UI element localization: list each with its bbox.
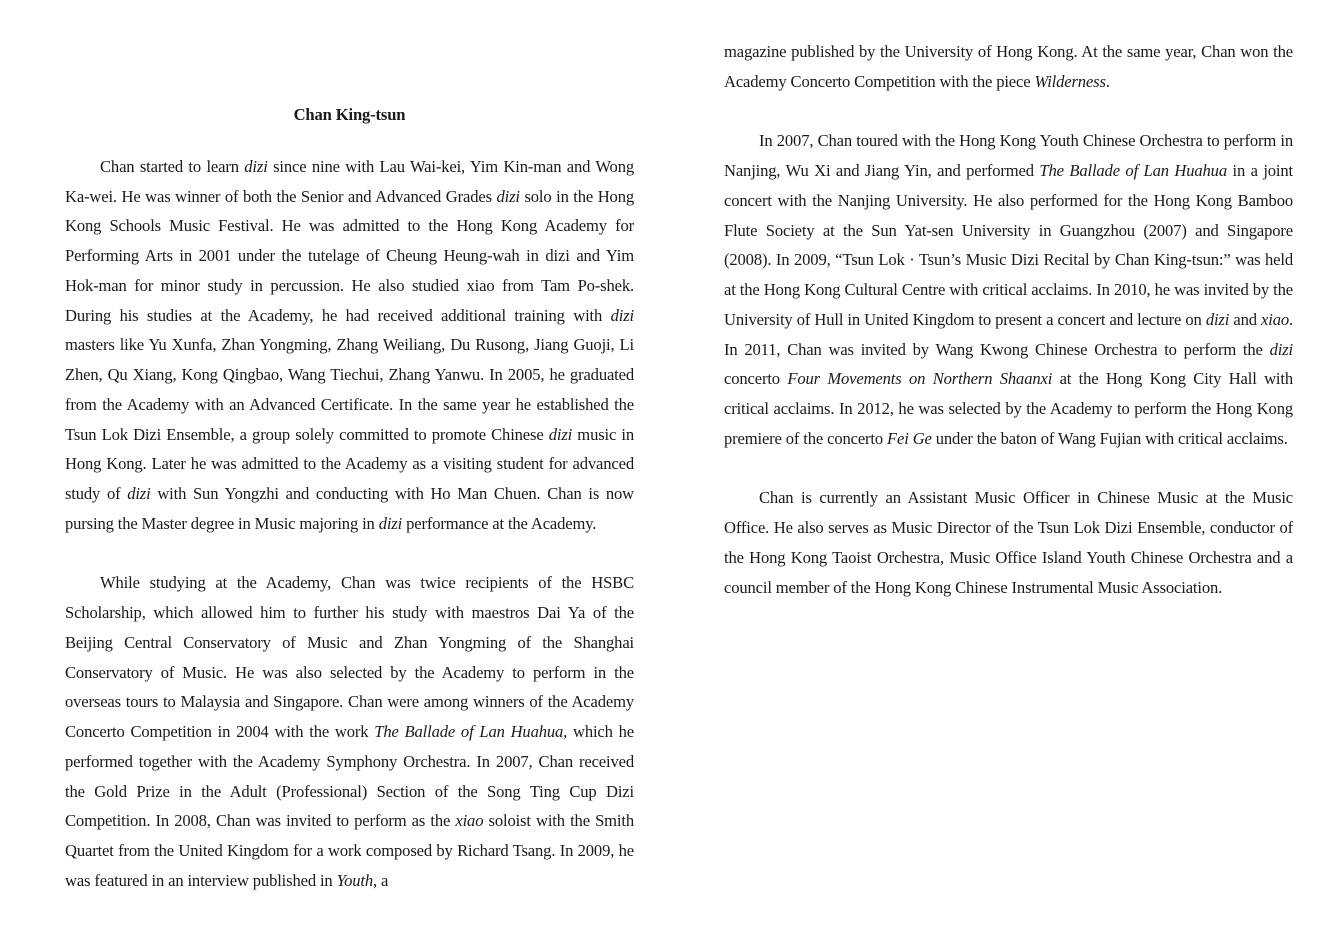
text-run: under the baton of Wang Fujian with critical acclaims. — [931, 428, 1288, 448]
italic-term: dizi — [127, 484, 151, 503]
text-run: . In 2011, Chan was invited by Wang Kwong Chinese Orchestra to perform the — [724, 309, 1293, 359]
italic-term: dizi — [244, 156, 268, 176]
text-run: music in Hong Kong. Later he was admitted to the Academy as a visiting student for advanced study of — [65, 424, 634, 503]
text-run: and — [1229, 309, 1262, 329]
paragraph-performances — [724, 126, 1293, 453]
text-run: soloist with the Smith Quartet from the United Kingdom for a work composed by Richard Tsang. In 2009, he was featured in an interview published in — [65, 811, 634, 890]
italic-term: dizi — [1205, 309, 1230, 329]
italic-term: dizi — [496, 186, 520, 206]
text-run: performance at the Academy. — [402, 513, 597, 533]
italic-term: dizi — [1269, 339, 1293, 359]
italic-term: The Ballade of Lan Huahua — [1039, 161, 1227, 180]
text-run: at the Hong Kong City Hall with critical acclaims. In 2012, he was selected by the Academy to perform the Hong Kong premiere of the concerto — [724, 369, 1293, 448]
italic-term: Wilderness — [1034, 71, 1106, 91]
italic-term: dizi — [610, 305, 634, 325]
text-run: in a joint concert with the Nanjing University. He also performed for the Hong Kong Bamboo Flute Society at the Sun Yat-sen University in Guangzhou (2007) and Singapore (2008). In 2009, “Tsun Lok · Tsun’s Music Dizi Recital by Chan King-tsun:” was held at the Hong Kong Cultural Centre with critical acclaims. In 2010, he was invited by the University of Hull in United Kingdom to present a concert and lecture on — [724, 161, 1293, 329]
text-run: . — [1105, 71, 1110, 91]
paragraph-academy-studies — [65, 568, 634, 895]
text-run: Chan is currently an Assistant Music Officer in Chinese Music at the Music Office. He also serves as Music Director of the Tsun Lok Dizi Ensemble, conductor of the Hong Kong Taoist Orchestra, Music Office Island Youth Chinese Orchestra and a council member of the Hong Kong Chinese Instrumental Music Association. — [724, 488, 1293, 597]
text-run: , which he performed together with the Academy Symphony Orchestra. In 2007, Chan received the Gold Prize in the Adult (Professional) Section of the Song Ting Cup Dizi Competition. In 2008, Chan was invited to perform as the — [65, 722, 634, 831]
text-run: In 2007, Chan toured with the Hong Kong Youth Chinese Orchestra to perform in Nanjing, Wu Xi and Jiang Yin, and performed — [724, 131, 1293, 180]
text-run: with Sun Yongzhi and conducting with Ho Man Chuen. Chan is now pursing the Master degree in Music majoring in — [65, 484, 634, 533]
paragraph-current-roles — [724, 483, 1293, 602]
text-run: masters like Yu Xunfa, Zhan Yongming, Zhang Weiliang, Du Rusong, Jiang Guoji, Li Zhen, Qu Xiang, Kong Qingbao, Wang Tiechui, Zhang Yanwu. In 2005, he graduated from the Academy with an Advanced Certificate. In the same year he established the Tsun Lok Dizi Ensemble, a group solely committed to promote Chinese — [65, 335, 634, 444]
italic-term: xiao — [1261, 309, 1289, 329]
text-run: since nine with Lau Wai-kei, Yim Kin-man and Wong Ka-wei. He was winner of both the Senior and Advanced Grades — [65, 156, 634, 206]
text-run: While studying at the Academy, Chan was twice recipients of the HSBC Scholarship, which allowed him to further his study with maestros Dai Ya of the Beijing Central Conservatory of Music and Zhan Yongming of the Shanghai Conservatory of Music. He was also selected by the Academy to perform in the overseas tours to Malaysia and Singapore. Chan were among winners of the Academy Concerto Competition in 2004 with the work — [65, 573, 634, 741]
italic-term: Youth — [336, 870, 374, 890]
right-column — [724, 37, 1293, 632]
paragraph-academy-studies-continued — [724, 37, 1293, 97]
text-run: Chan started to learn — [100, 156, 245, 176]
paragraph-early-training — [65, 152, 634, 539]
text-run: solo in the Hong Kong Schools Music Festival. He was admitted to the Hong Kong Academy for Performing Arts in 2001 under the tutelage of Cheung Heung-wah in dizi and Yim Hok-man for minor study in percussion. He also studied xiao from Tam Po-shek. During his studies at the Academy, he had received additional training with — [65, 186, 634, 325]
italic-term: dizi — [378, 513, 403, 533]
text-run: concerto — [724, 369, 788, 389]
text-run: , a — [373, 870, 389, 890]
italic-term: xiao — [455, 811, 484, 831]
text-run: magazine published by the University of Hong Kong. At the same year, Chan won the Academy Concerto Competition with the piece — [724, 42, 1293, 91]
italic-term: dizi — [548, 424, 573, 444]
left-column — [65, 100, 634, 925]
italic-term: Four Movements on Northern Shaanxi — [787, 369, 1053, 389]
italic-term: The Ballade of Lan Huahua — [374, 722, 564, 741]
document-title: Chan King-tsun — [293, 105, 406, 124]
italic-term: Fei Ge — [887, 428, 932, 448]
